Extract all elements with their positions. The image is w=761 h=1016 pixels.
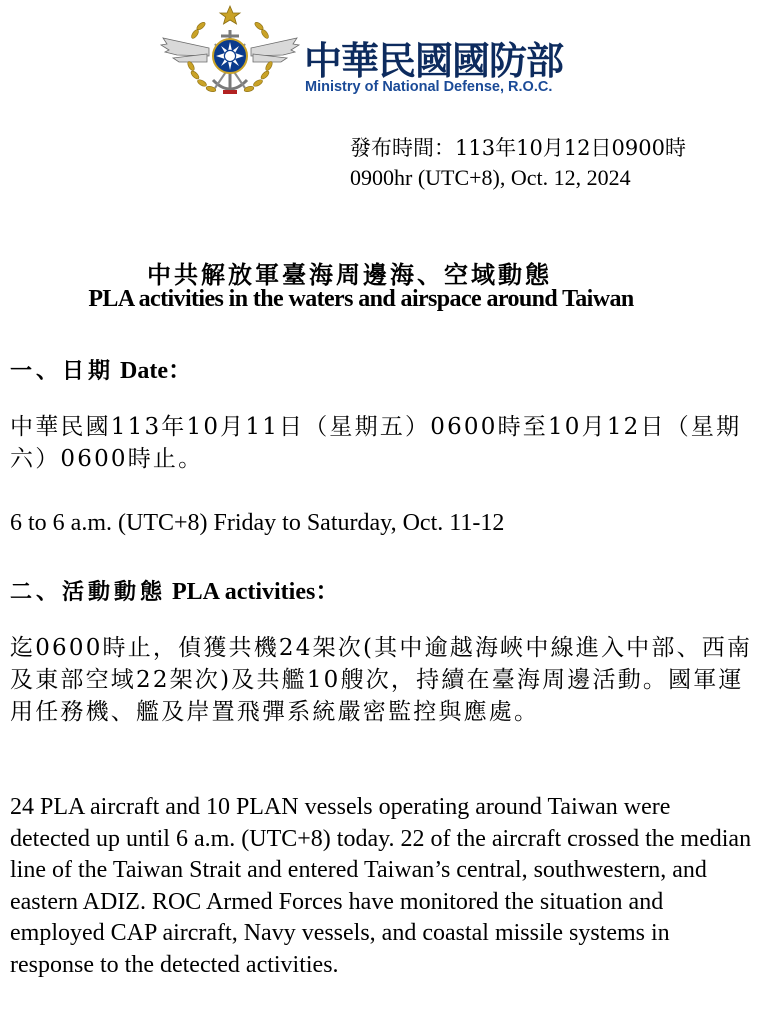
section-activities-heading-en: PLA activities：	[172, 579, 340, 605]
activities-body-zh: 迄0600時止，偵獲共機24架次(其中逾越海峽中線進入中部、西南及東部空域22架次)及共艦10艘次，持續在臺海周邊活動。國軍運用任務機、艦及岸置飛彈系統嚴密監控與應處。	[10, 635, 753, 725]
title-en: PLA activities in the waters and airspace around Taiwan	[88, 286, 634, 312]
release-time-zh: 發布時間：113年10月12日0900時	[350, 136, 686, 160]
section-date-heading-zh: 一、日期	[10, 358, 115, 384]
section-date-heading-en: Date：	[120, 358, 192, 384]
org-name-zh: 中華民國國防部	[304, 39, 564, 83]
date-body-zh: 中華民國113年10月11日（星期五）0600時至10月12日（星期六）0600時止。	[10, 414, 742, 472]
date-body-en: 6 to 6 a.m. (UTC+8) Friday to Saturday, Oct. 11-12	[10, 510, 505, 536]
section-activities-heading-zh: 二、活動動態	[10, 579, 167, 605]
org-name-en: Ministry of National Defense, R.O.C.	[305, 79, 553, 95]
title-zh: 中共解放軍臺海周邊海、空域動態	[147, 260, 552, 289]
activities-body-en: 24 PLA aircraft and 10 PLAN vessels operating around Taiwan were detected up until 6 a.m. (UTC+8) today. 22 of the aircraft crossed the median line of the Taiwan Strait and entered Taiwan’s central, southwestern, and eastern ADIZ. ROC Armed Forces have monitored the situation and employed CAP aircraft, Navy vessels, and coastal missile systems in response to the detected activities.	[10, 794, 752, 978]
ministry-emblem-icon	[157, 4, 303, 100]
section-activities-heading	[10, 571, 339, 606]
section-date-heading	[10, 350, 192, 385]
release-time-en: 0900hr (UTC+8), Oct. 12, 2024	[350, 165, 631, 190]
